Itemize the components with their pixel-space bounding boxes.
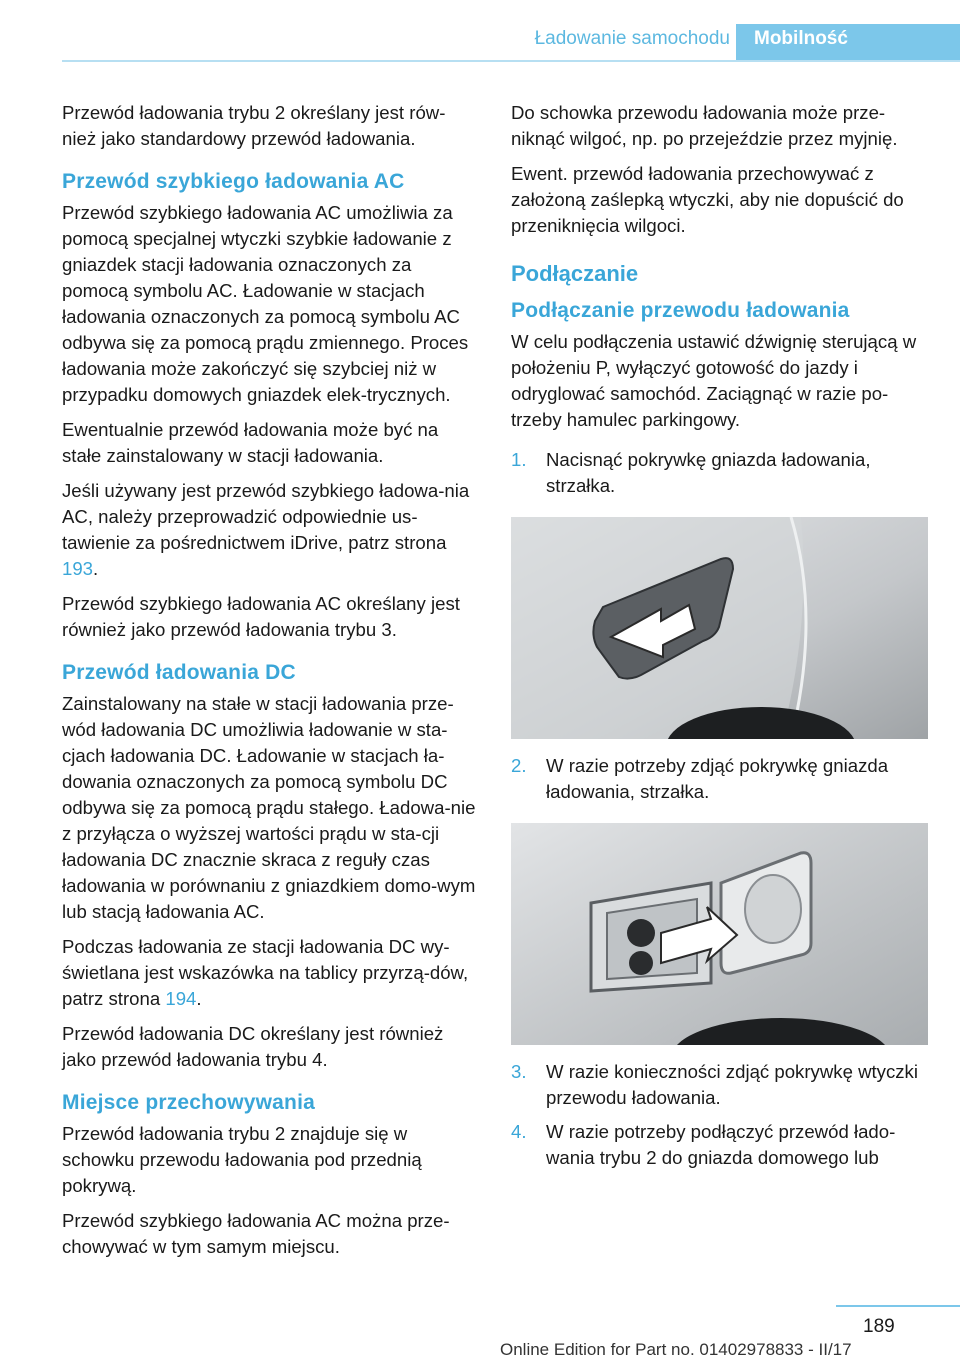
paragraph: Przewód ładowania trybu 2 znajduje się w schowku przewodu ładowania pod przednią pokrywą. xyxy=(62,1123,422,1196)
header-chapter-tab: Mobilność xyxy=(736,24,960,60)
paragraph xyxy=(62,478,478,582)
paragraph: Przewód ładowania trybu 2 określany jest rów‐nież jako standardowy przewód ładowania. xyxy=(62,102,446,149)
step-number: 1. xyxy=(511,449,527,470)
text: Podczas ładowania ze stacji ładowania DC wy‐świetlana jest wskazówka na tablicy przyrzą‐dów, patrz strona xyxy=(62,936,469,1009)
paragraph: Przewód ładowania DC określany jest również jako przewód ładowania trybu 4. xyxy=(62,1023,444,1070)
heading-connecting: Podłączanie xyxy=(511,261,639,286)
heading-ac-cable: Przewód szybkiego ładowania AC xyxy=(62,170,405,193)
paragraph: Do schowka przewodu ładowania może prze‐niknąć wilgoć, np. po przejeździe przez myjnię. xyxy=(511,102,898,149)
right-column xyxy=(511,100,927,1179)
edition-note: Online Edition for Part no. 01402978833 - II/17 xyxy=(500,1340,852,1359)
text: . xyxy=(196,988,202,1009)
step-text: W razie potrzeby zdjąć pokrywkę gniazda ładowania, strzałka. xyxy=(546,755,889,802)
heading-dc-cable: Przewód ładowania DC xyxy=(62,661,296,684)
heading-connecting-cable: Podłączanie przewodu ładowania xyxy=(511,299,850,322)
paragraph: W celu podłączenia ustawić dźwignię sterującą w położeniu P, wyłączyć gotowość do jazdy i odryglować samochód. Zaciągnąć w razie po‐trzeby hamulec parkingowy. xyxy=(511,331,917,430)
step-item xyxy=(511,1059,927,1111)
text: . xyxy=(93,558,99,579)
paragraph: Przewód szybkiego ładowania AC określany jest również jako przewód ładowania trybu 3. xyxy=(62,593,460,640)
step-number: 3. xyxy=(511,1061,527,1082)
left-column xyxy=(62,100,478,1269)
step-text: W razie potrzeby podłączyć przewód łado‐wania trybu 2 do gniazda domowego lub xyxy=(546,1121,896,1168)
text: Jeśli używany jest przewód szybkiego ładowa‐nia AC, należy przeprowadzić odpowiednie us‐tawienie za pośrednictwem iDrive, patrz strona xyxy=(62,480,470,553)
header-section-title: Ładowanie samochodu xyxy=(534,28,730,49)
paragraph: Ewent. przewód ładowania przechowywać z założoną zaślepką wtyczki, aby nie dopuścić do przeniknięcia wilgoci. xyxy=(511,163,904,236)
footer-divider xyxy=(836,1305,960,1307)
step-text: W razie konieczności zdjąć pokrywkę wtyczki przewodu ładowania. xyxy=(546,1061,918,1108)
page-header xyxy=(0,0,960,62)
step-number: 4. xyxy=(511,1121,527,1142)
step-item xyxy=(511,753,927,805)
paragraph: Przewód szybkiego ładowania AC można prze‐chowywać w tym samym miejscu. xyxy=(62,1210,450,1257)
step-text: Nacisnąć pokrywkę gniazda ładowania, strzałka. xyxy=(546,449,871,496)
page-number: 189 xyxy=(863,1316,895,1337)
step-item xyxy=(511,1119,927,1171)
page-link-194[interactable]: 194 xyxy=(165,988,197,1009)
paragraph: Ewentualnie przewód ładowania może być na stałe zainstalowany w stacji ładowania. xyxy=(62,419,439,466)
step-item xyxy=(511,447,927,499)
paragraph: Zainstalowany na stałe w stacji ładowania prze‐wód ładowania DC umożliwia ładowanie w sta‐cjach ładowania DC. Ładowanie w stacjach ła‐dowania oznaczonych za pomocą symbolu DC odbywa się za pomocą prądu stałego. Ładowa‐nie z przyłącza o wyższej wartości prądu w sta‐cji ładowania DC znacznie skraca z reguły czas ładowania w porównaniu z gniazdkiem domo‐wym lub stacją ładowania AC. xyxy=(62,693,476,922)
paragraph: Przewód szybkiego ładowania AC umożliwia za pomocą specjalnej wtyczki szybkie ładowanie z gniazdek stacji ładowania oznaczonych za pomocą symbolu AC. Ładowanie w stacjach ładowania oznaczonych za pomocą symbolu AC odbywa się za pomocą prądu zmiennego. Proces ładowania może zakończyć się szybciej niż w przypadku domowych gniazdek elek‐trycznych. xyxy=(62,202,469,405)
page-link-193[interactable]: 193 xyxy=(62,558,94,579)
paragraph xyxy=(62,934,478,1012)
header-divider xyxy=(62,60,960,62)
charging-flap-open-image xyxy=(511,823,928,1045)
step-number: 2. xyxy=(511,755,527,776)
heading-storage: Miejsce przechowywania xyxy=(62,1091,315,1114)
charging-flap-closed-image xyxy=(511,517,928,739)
